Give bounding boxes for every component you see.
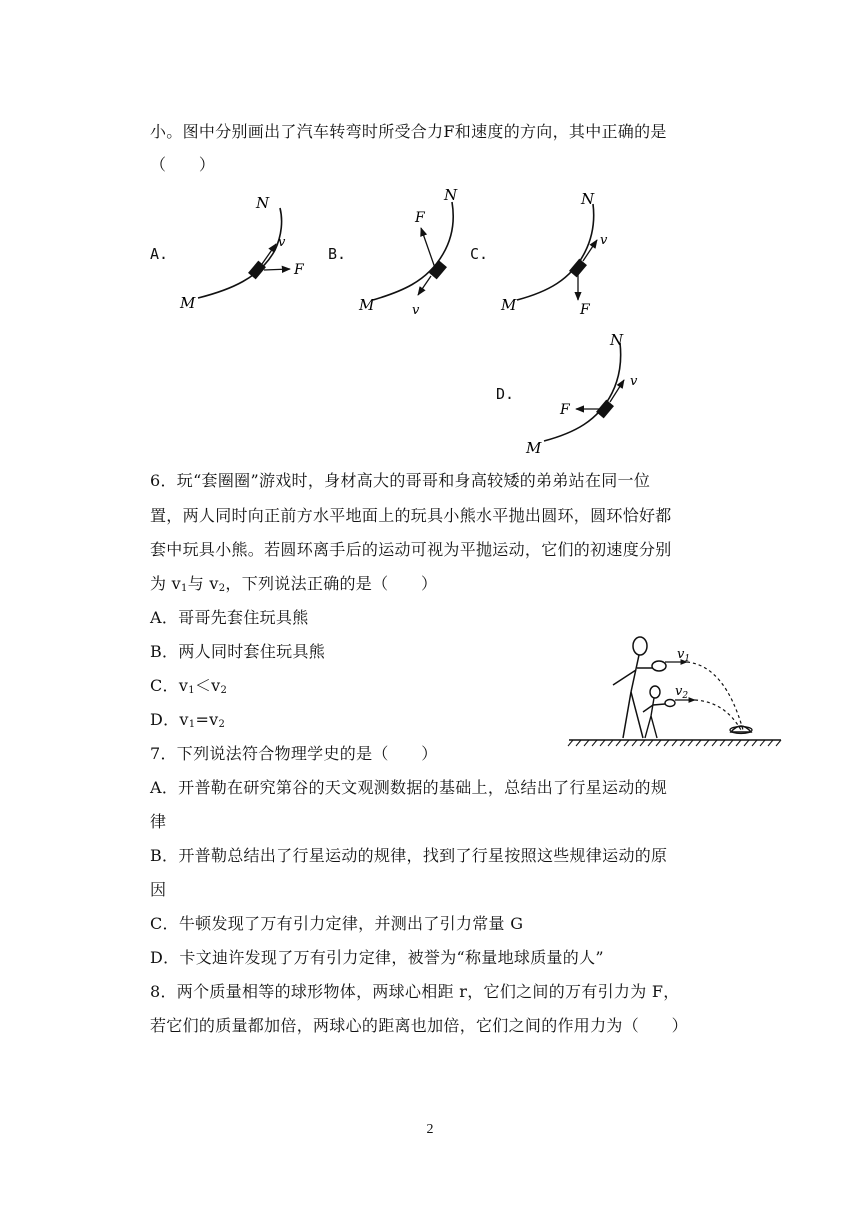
ring-toss-figure: [565, 630, 785, 748]
v2-label: $v_2$: [675, 684, 689, 701]
fig-b-label-m: M: [359, 296, 375, 314]
v1-label: $v_1$: [677, 647, 691, 664]
fig-c-label-f: F: [580, 302, 590, 318]
q5-option-a-label: A.: [150, 245, 169, 263]
fig-d-label-v: v: [630, 374, 638, 389]
fig-d-label-f: F: [560, 402, 570, 418]
fig-c-label-n: N: [581, 190, 595, 208]
q5-option-c-label: C.: [470, 245, 489, 263]
q5-figure-b: [355, 182, 470, 322]
q5-figure-c: [495, 182, 625, 322]
fig-c-label-m: M: [501, 296, 517, 314]
q7-option-d: D．卡文迪许发现了万有引力定律，被誉为“称量地球质量的人”: [150, 948, 604, 967]
fig-a-label-n: N: [256, 194, 270, 212]
q5-figure-a: [170, 190, 320, 320]
q6-option-d: D．$v_1=v_2$: [150, 710, 226, 730]
q5-option-b-label: B.: [328, 245, 347, 263]
q5-option-d-label: D.: [496, 385, 515, 403]
q7-option-a-line2: 律: [150, 812, 167, 831]
fig-d-label-m: M: [526, 439, 542, 457]
fig-a-label-v: v: [278, 235, 286, 250]
q5-stem-line1: 小。图中分别画出了汽车转弯时所受合力F和速度的方向，其中正确的是: [150, 122, 667, 141]
q8-line2: 若它们的质量都加倍，两球心的距离也加倍，它们之间的作用力为（ ）: [150, 1016, 688, 1035]
fig-c-label-v: v: [600, 233, 608, 248]
fig-d-label-n: N: [610, 331, 624, 349]
fig-b-label-f: F: [415, 210, 425, 226]
q5-stem-line2: （ ）: [150, 155, 216, 174]
q6-line3: 套中玩具小熊。若圆环离手后的运动可视为平抛运动，它们的初速度分别: [150, 540, 672, 559]
q5-figure-d: [520, 325, 650, 460]
fig-a-label-f: F: [294, 262, 304, 278]
fig-b-label-v: v: [412, 303, 420, 318]
q7-option-c: C．牛顿发现了万有引力定律，并测出了引力常量 G: [150, 914, 524, 933]
q7-stem: 7．下列说法符合物理学史的是（ ）: [150, 744, 438, 763]
q7-option-b-line2: 因: [150, 880, 167, 899]
page-number: 2: [426, 1122, 434, 1137]
q6-line4: 为 $v_1$与 $v_2$，下列说法正确的是（ ）: [150, 574, 438, 594]
q6-line1: 6．玩“套圈圈”游戏时，身材高大的哥哥和身高较矮的弟弟站在同一位: [150, 471, 651, 490]
q6-line2: 置，两人同时向正前方水平地面上的玩具小熊水平抛出圆环，圆环恰好都: [150, 506, 672, 525]
q6-option-a: A．哥哥先套住玩具熊: [150, 608, 309, 627]
q7-option-b-line1: B．开普勒总结出了行星运动的规律，找到了行星按照这些规律运动的原: [150, 846, 668, 865]
q7-option-a-line1: A．开普勒在研究第谷的天文观测数据的基础上，总结出了行星运动的规: [150, 778, 668, 797]
little-brother-figure: [643, 686, 675, 738]
q6-option-b: B．两人同时套住玩具熊: [150, 642, 326, 661]
q8-line1: 8．两个质量相等的球形物体，两球心相距 r，它们之间的万有引力为 F，: [150, 982, 680, 1001]
fig-b-label-n: N: [444, 186, 458, 204]
q6-option-c: C．$v_1<v_2$: [150, 676, 228, 696]
fig-a-label-m: M: [180, 294, 196, 312]
